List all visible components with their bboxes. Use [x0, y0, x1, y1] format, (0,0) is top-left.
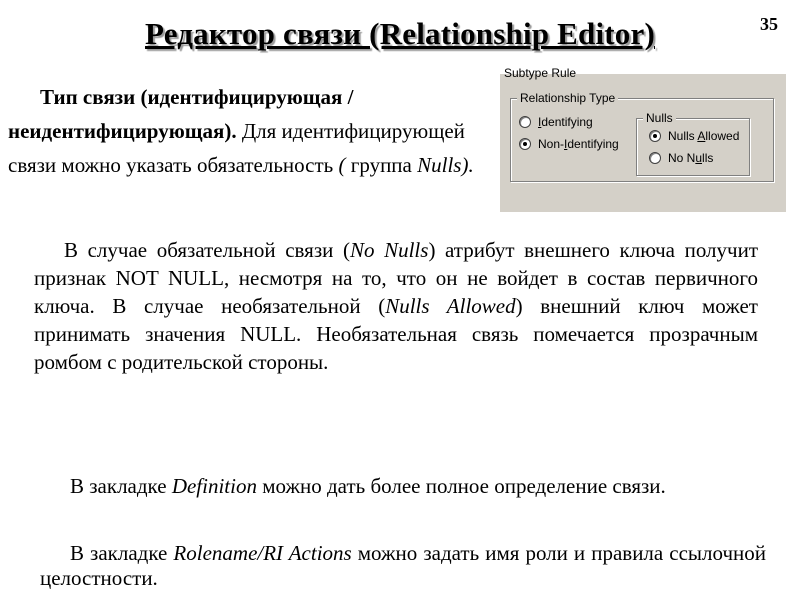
nulls-allowed-radio[interactable]: [649, 130, 661, 142]
page-number: 35: [760, 14, 778, 34]
intro-text: Для идентифицирующей связи можно указать обязательность: [8, 119, 465, 177]
intro-group-text: группа: [345, 153, 418, 177]
slide-title: Редактор связи (Relationship Editor): [145, 16, 655, 51]
no-nulls-option[interactable]: [649, 151, 713, 165]
nulls-legend: Nulls: [643, 111, 676, 125]
non-identifying-label: Non-Identifying: [538, 137, 619, 151]
intro-paren: (: [338, 153, 346, 177]
intro-paragraph: [8, 80, 488, 182]
no-nulls-label: No Nulls: [668, 151, 714, 165]
no-nulls-term: No Nulls: [349, 238, 429, 262]
paragraph-definition-tab: В закладке Definition можно дать более полное определение связи.: [70, 474, 666, 498]
identifying-radio[interactable]: [519, 116, 531, 128]
nulls-allowed-option[interactable]: [649, 129, 739, 143]
nulls-allowed-term: Nulls Allowed: [385, 294, 516, 318]
rolename-term: Rolename/RI Actions: [173, 541, 352, 565]
identifying-label: Identifying: [538, 115, 593, 129]
nulls-group: [636, 111, 750, 176]
non-identifying-radio[interactable]: [519, 138, 531, 150]
intro-lead: Тип связи (идентифицирующая / неидентифицирующая).: [8, 85, 354, 143]
relationship-editor-dialog: [500, 66, 786, 212]
relationship-type-legend: Relationship Type: [517, 91, 618, 105]
no-nulls-radio[interactable]: [649, 152, 661, 164]
non-identifying-option[interactable]: [519, 137, 619, 151]
paragraph-nulls-explanation: В случае обязательной связи (No Nulls) атрибут внешнего ключа получит признак NOT NULL, несмотря на то, что он не войдет в состав первичного ключа. В случае необязательной (Nulls Allowed) внешний ключ может принимать значения NULL. Необязательная связь помечается прозрачным ромбом с родительской стороны.: [34, 238, 758, 374]
paragraph-rolename-tab: В закладке Rolename/RI Actions можно задать имя роли и правила ссылочной целостности.: [40, 541, 767, 590]
definition-term: Definition: [171, 474, 257, 498]
subtype-rule-label: Subtype Rule: [504, 66, 577, 80]
nulls-allowed-label: Nulls Allowed: [668, 129, 740, 143]
intro-nulls: Nulls).: [417, 153, 474, 177]
identifying-option[interactable]: [519, 115, 593, 129]
